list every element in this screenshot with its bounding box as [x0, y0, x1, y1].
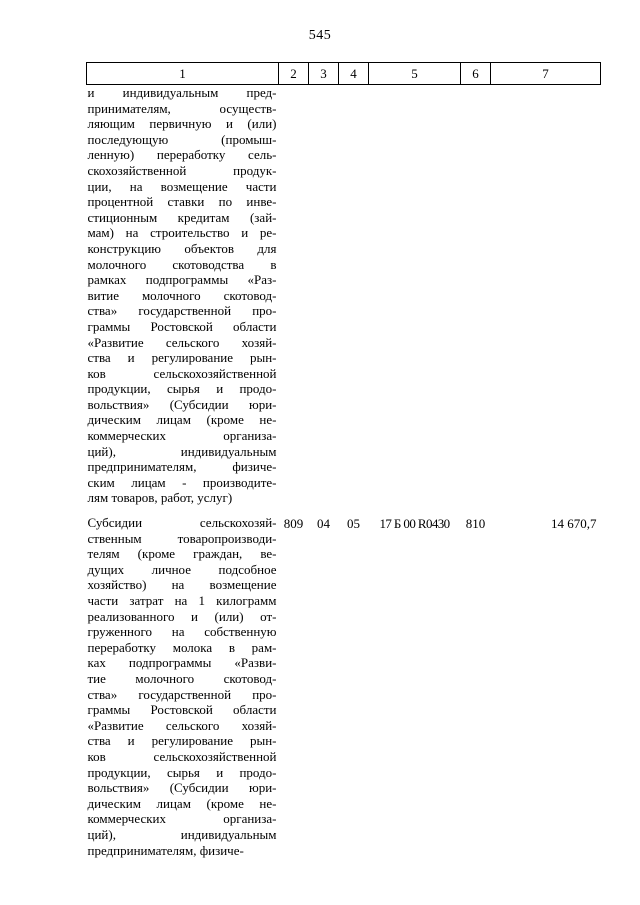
description-line: реализованного и (или) от-	[87, 608, 277, 624]
description-line: ства и регулирование рын-	[87, 350, 277, 366]
description-line: тие молочного скотовод-	[87, 670, 277, 686]
description-line: ским лицам - производите-	[87, 474, 277, 490]
description-line: скохозяйственной продук-	[87, 162, 277, 178]
column-header-7: 7	[491, 63, 601, 85]
description-line: ков сельскохозяйственной	[87, 748, 277, 764]
description-line: ственным товаропроизводи-	[87, 530, 277, 546]
cell-amount: 14 670,7	[551, 516, 597, 532]
description-line: дическим лицам (кроме не-	[87, 795, 277, 811]
description-line: граммы Ростовской области	[87, 318, 277, 334]
cell-subsection	[339, 85, 369, 507]
description-line: предпринимателям, физиче-	[87, 459, 277, 475]
cell-subsection: 05	[347, 516, 360, 532]
row-description	[87, 506, 279, 858]
description-line: ций), индивидуальным	[87, 443, 277, 459]
column-header-1: 1	[87, 63, 279, 85]
description-line: переработку молока в рам-	[87, 639, 277, 655]
description-line: витие молочного скотовод-	[87, 287, 277, 303]
cell-expense-type	[461, 85, 491, 507]
description-line: продукции, сырья и продо-	[87, 381, 277, 397]
column-header-6: 6	[461, 63, 491, 85]
cell-ministry-code	[279, 85, 309, 507]
description-line: граммы Ростовской области	[87, 702, 277, 718]
description-line: коммерческих организа-	[87, 811, 277, 827]
description-line: груженного на собственную	[87, 624, 277, 640]
description-line: телям (кроме граждан, ве-	[87, 546, 277, 562]
description-line: Субсидии сельскохозяй-	[87, 515, 277, 531]
description-line: вольствия» (Субсидии юри-	[87, 780, 277, 796]
description-line: и индивидуальным пред-	[87, 85, 277, 100]
description-line: молочного скотоводства в	[87, 256, 277, 272]
description-line: продукции, сырья и продо-	[87, 764, 277, 780]
description-line: ленную) переработку сель-	[87, 147, 277, 163]
description-line: ства» государственной про-	[87, 686, 277, 702]
description-line: вольствия» (Субсидии юри-	[87, 396, 277, 412]
column-header-2: 2	[279, 63, 309, 85]
description-line: ках подпрограммы «Разви-	[87, 655, 277, 671]
description-line: мам) на строительство и ре-	[87, 225, 277, 241]
table-row	[87, 506, 601, 858]
description-line: «Развитие сельского хозяй-	[87, 334, 277, 350]
description-line: ства» государственной про-	[87, 303, 277, 319]
cell-section	[309, 85, 339, 507]
column-header-5: 5	[369, 63, 461, 85]
description-line: ций), индивидуальным	[87, 826, 277, 842]
cell-amount	[491, 85, 601, 507]
budget-table	[86, 62, 601, 858]
cell-section: 04	[317, 516, 330, 532]
cell-target-article: 17 Б 00 R0430	[379, 516, 450, 532]
description-line: стиционным кредитам (зай-	[87, 209, 277, 225]
cell-expense-type: 810	[465, 516, 486, 532]
description-line: предпринимателям, физиче-	[87, 842, 244, 858]
page-number: 545	[308, 28, 332, 43]
column-header-3: 3	[309, 63, 339, 85]
description-line: лям товаров, работ, услуг)	[87, 490, 233, 506]
description-line: последующую (промыш-	[87, 131, 277, 147]
description-line: дическим лицам (кроме не-	[87, 412, 277, 428]
column-header-4: 4	[339, 63, 369, 85]
description-line: части затрат на 1 килограмм	[87, 593, 277, 608]
description-line: хозяйство) на возмещение	[87, 577, 277, 593]
description-line: «Развитие сельского хозяй-	[87, 717, 277, 733]
description-line: рамках подпрограммы «Раз-	[87, 272, 277, 288]
cell-ministry-code: 809	[283, 516, 304, 532]
description-line: ков сельскохозяйственной	[87, 365, 277, 381]
row-description	[87, 85, 279, 507]
description-line: процентной ставки по инве-	[87, 194, 277, 210]
description-line: дущих личное подсобное	[87, 561, 277, 577]
description-line: ства и регулирование рын-	[87, 733, 277, 749]
table-header-row	[87, 63, 601, 85]
description-line: ции, на возмещение части	[87, 178, 277, 194]
description-line: принимателям, осуществ-	[87, 100, 277, 116]
table-row	[87, 85, 601, 507]
description-line: конструкцию объектов для	[87, 240, 277, 256]
description-line: коммерческих организа-	[87, 428, 277, 444]
description-line: ляющим первичную и (или)	[87, 116, 277, 132]
cell-target-article	[369, 85, 461, 507]
